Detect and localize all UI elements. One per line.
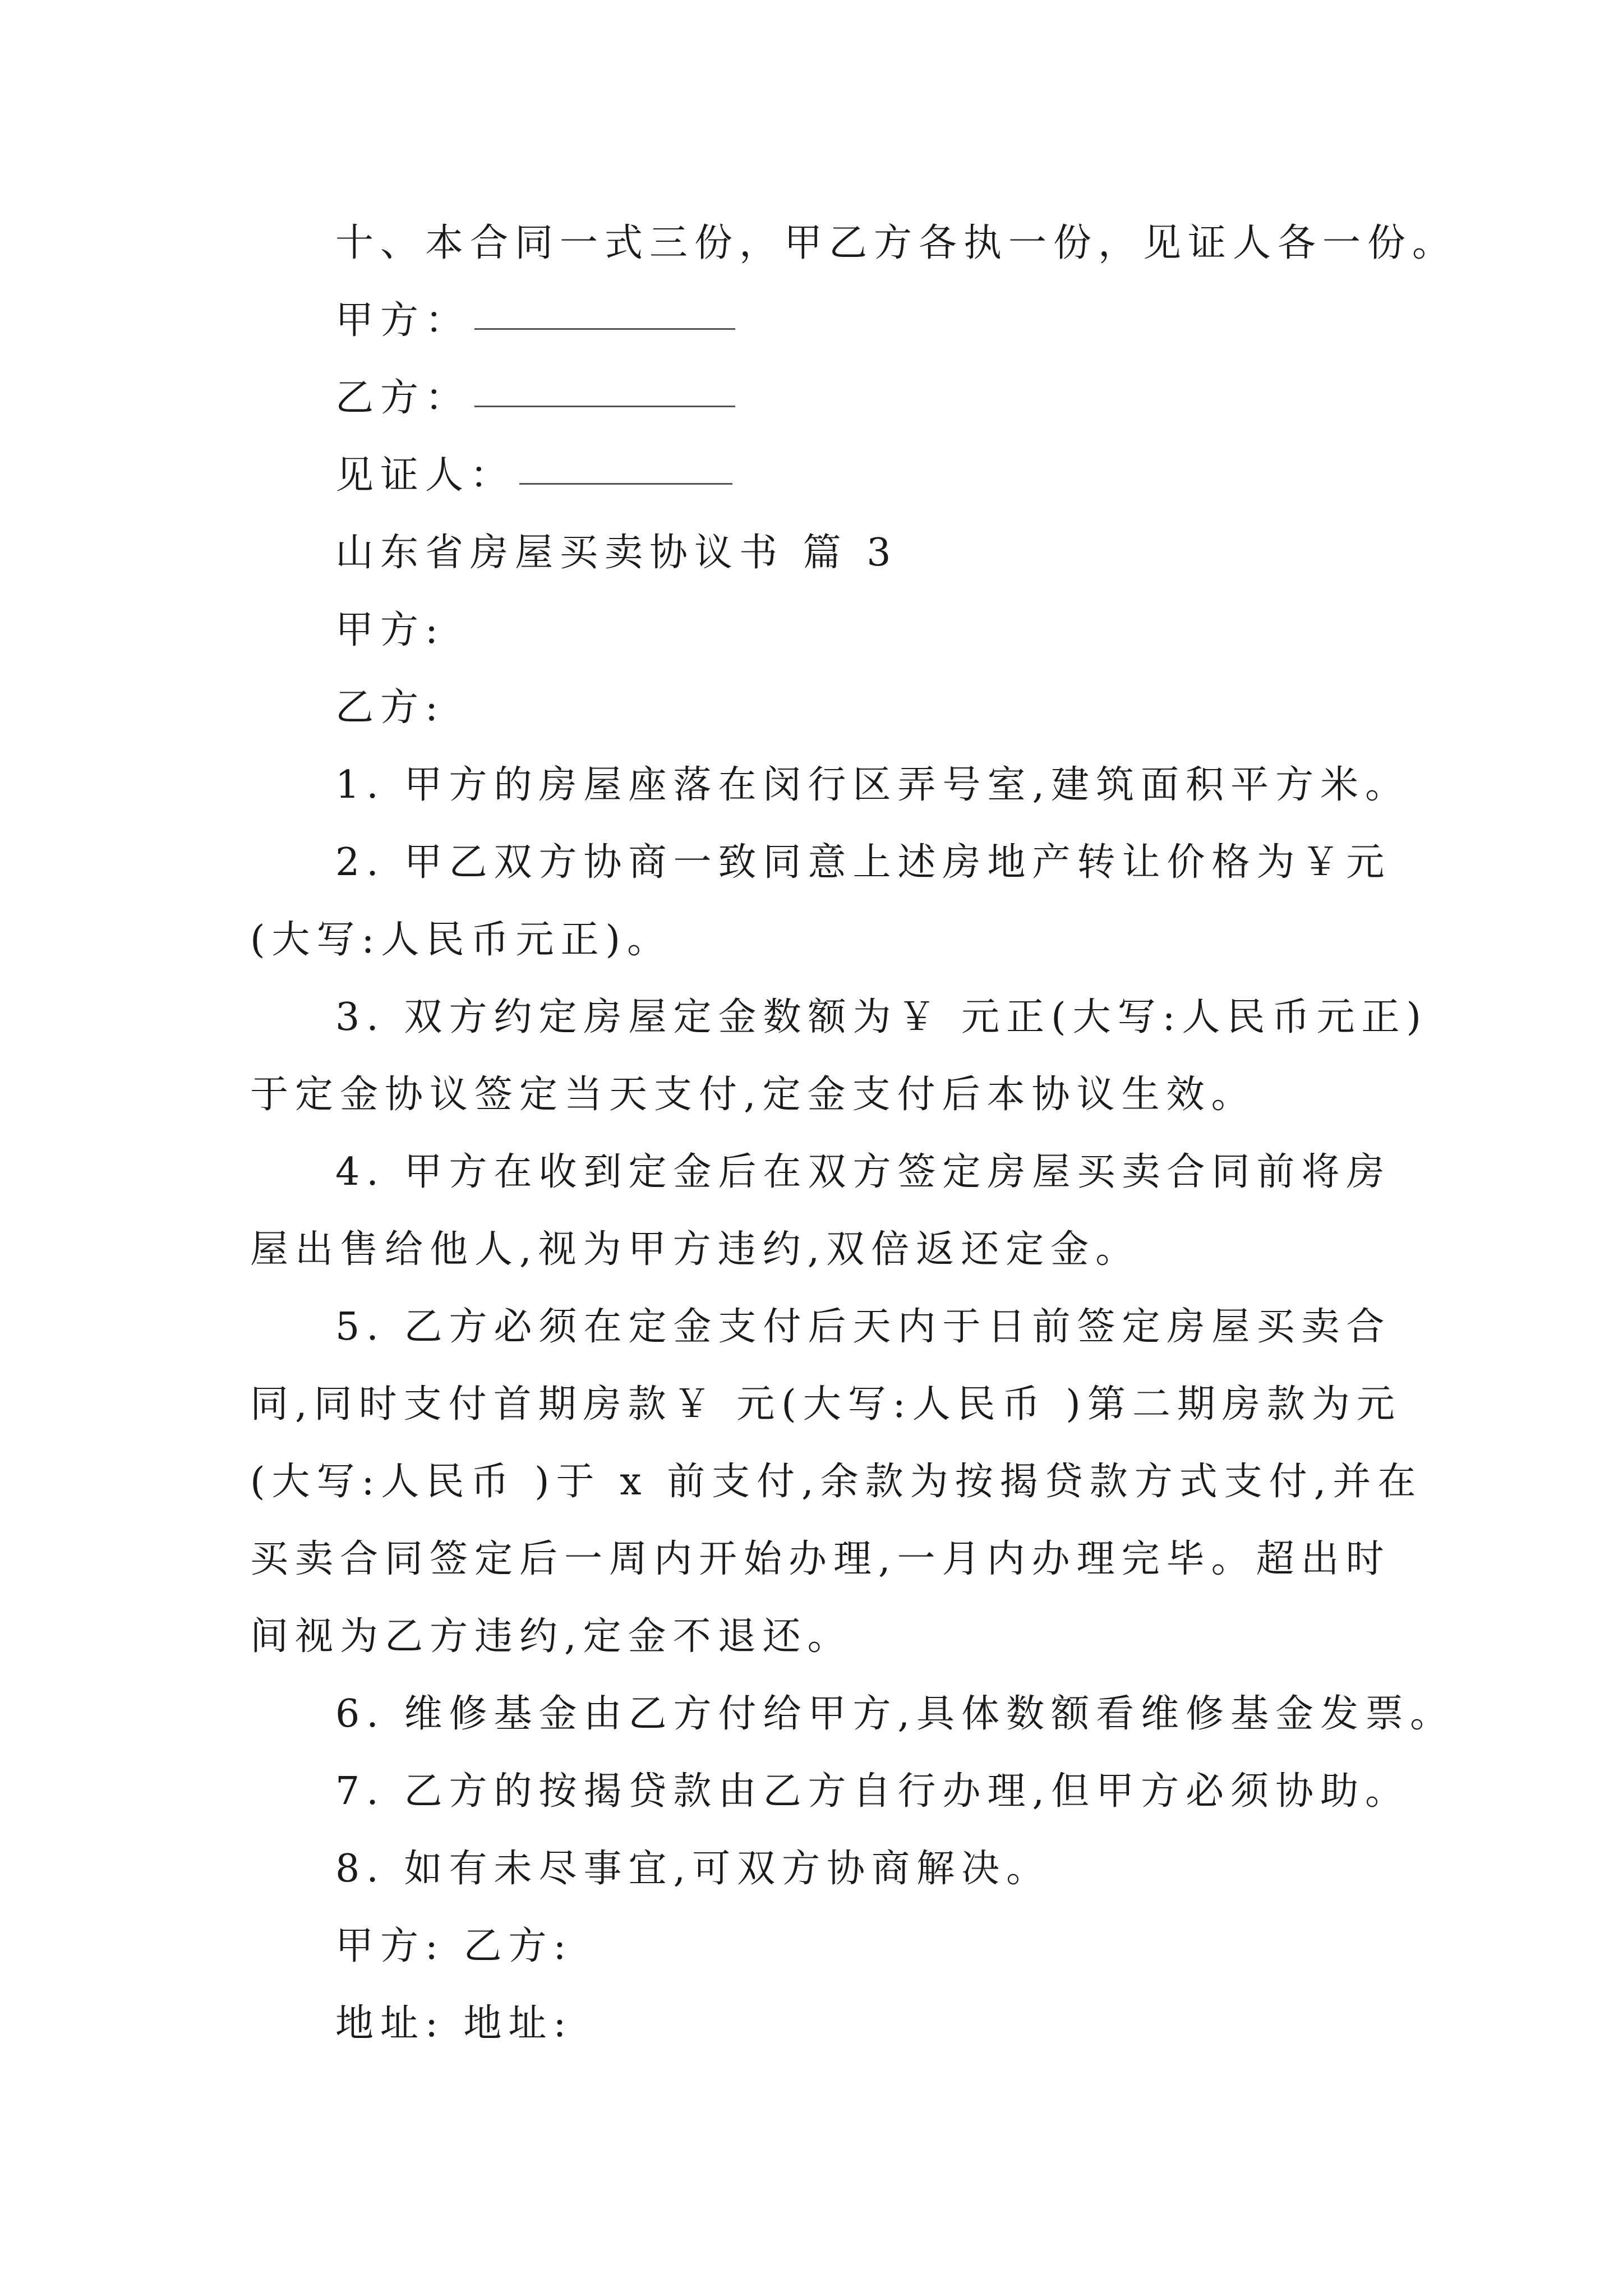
clause-7: 7. 乙方的按揭贷款由乙方自行办理,但甲方必须协助。 <box>335 1769 1410 1814</box>
clause-2-continued: (大写:人民币元正)。 <box>250 918 672 962</box>
witness-label: 见证人： <box>335 453 515 498</box>
section-heading: 山东省房屋买卖协议书 篇 3 <box>335 531 898 575</box>
party-b-field: 乙方: <box>335 685 445 730</box>
clause-6: 6. 维修基金由乙方付给甲方,具体数额看维修基金发票。 <box>335 1692 1455 1736</box>
signature-addresses: 地址: 地址: <box>335 2001 573 2046</box>
party-a-signature-line <box>335 298 735 343</box>
clause-2: 2. 甲乙双方协商一致同意上述房地产转让价格为￥元 <box>335 840 1391 885</box>
clause-5-continued-1: 同,同时支付首期房款￥ 元(大写:人民币 )第二期房款为元 <box>250 1382 1401 1427</box>
clause-4-continued: 屋出售给他人,视为甲方违约,双倍返还定金。 <box>250 1227 1141 1272</box>
clause-3-continued: 于定金协议签定当天支付,定金支付后本协议生效。 <box>250 1073 1256 1117</box>
clause-4: 4. 甲方在收到定金后在双方签定房屋买卖合同前将房 <box>335 1150 1391 1194</box>
party-a-label: 甲方： <box>335 298 471 343</box>
signature-parties: 甲方: 乙方: <box>335 1924 573 1968</box>
witness-signature-line <box>335 453 732 498</box>
clause-8: 8. 如有未尽事宜,可双方协商解决。 <box>335 1847 1052 1891</box>
party-b-blank <box>474 406 735 407</box>
party-b-label: 乙方： <box>335 376 471 420</box>
clause-5-continued-3: 买卖合同签定后一周内开始办理,一月内办理完毕。超出时 <box>250 1537 1391 1581</box>
clause-5-continued-2: (大写:人民币 )于 x 前支付,余款为按揭贷款方式支付,并在 <box>250 1460 1423 1504</box>
clause-5: 5. 乙方必须在定金支付后天内于日前签定房屋买卖合 <box>335 1305 1391 1349</box>
party-b-signature-line <box>335 376 735 420</box>
party-a-field: 甲方: <box>335 608 445 652</box>
witness-blank <box>519 483 732 485</box>
party-a-blank <box>474 328 735 330</box>
clause-ten: 十、本合同一式三份，甲乙方各执一份，见证人各一份。 <box>335 221 1458 265</box>
clause-3: 3. 双方约定房屋定金数额为￥ 元正(大写:人民币元正) <box>335 995 1428 1039</box>
clause-1: 1. 甲方的房屋座落在闵行区弄号室,建筑面积平方米。 <box>335 763 1410 807</box>
clause-5-continued-4: 间视为乙方违约,定金不退还。 <box>250 1614 852 1659</box>
